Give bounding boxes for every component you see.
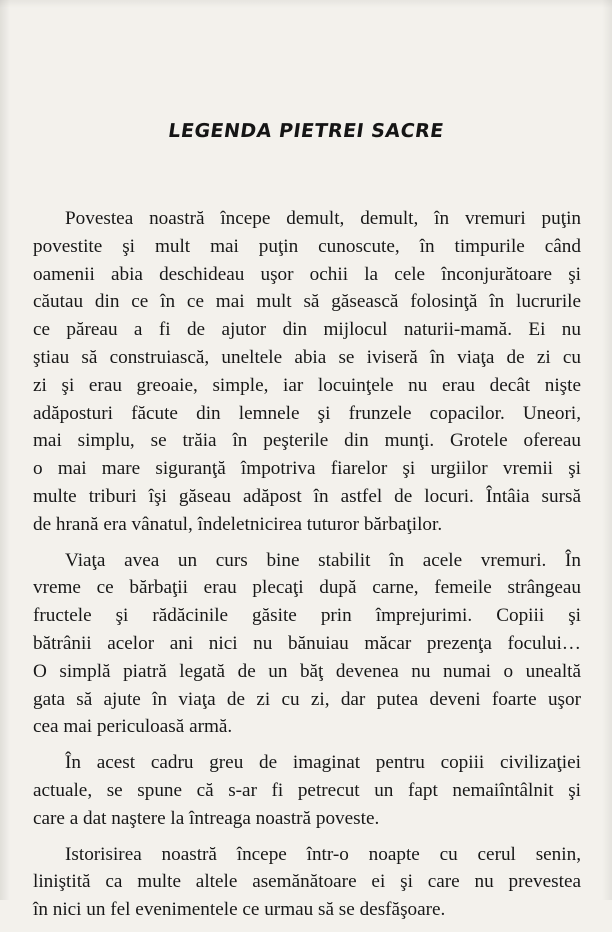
text-line: care a dat naştere la întreaga noastră poveste. (33, 807, 380, 829)
text-line: o mai mare siguranţă împotriva fiarelor şi urgiilor vremii şi (33, 458, 581, 480)
chapter-title: LEGENDA PIETREI SACRE (166, 120, 446, 142)
text-line: în nici un fel evenimentele ce urmau să se desfăşoare. (33, 899, 446, 921)
text-line: oamenii abia deschideau uşor ochii la cele înconjurătoare şi (33, 263, 581, 285)
text-line: multe triburi îşi găseau adăpost în astfel de locuri. Întâia sursă (33, 485, 581, 507)
text-line: adăposturi făcute din lemnele şi frunzele copacilor. Uneori, (33, 402, 581, 424)
text-line: zi şi erau greoaie, simple, iar locuinţele nu erau decât nişte (33, 374, 581, 396)
text-line: În acest cadru greu de imaginat pentru copiii civilizaţiei (65, 752, 581, 774)
paragraph (33, 749, 581, 832)
text-line: O simplă piatră legată de un băţ devenea nu numai o unealtă (33, 660, 581, 682)
text-line: Viaţa avea un curs bine stabilit în acele vremuri. În (65, 549, 581, 571)
text-line: ce păreau a fi de ajutor din mijlocul naturii-mamă. Ei nu (33, 319, 581, 341)
text-line: de hrană era vânatul, îndeletnicirea tuturor bărbaţilor. (33, 513, 443, 535)
text-line: bătrânii acelor ani nici nu bănuiau măcar prezenţa focului… (33, 632, 581, 654)
text-line: povestite şi mult mai puţin cunoscute, în timpurile când (33, 235, 581, 257)
text-line: ştiau să construiască, uneltele abia se iviseră în viaţa de zi cu (33, 346, 581, 368)
text-line: liniştită ca multe altele asemănătoare ei şi care nu prevestea (33, 871, 581, 893)
body-text (33, 205, 581, 932)
text-line: Povestea noastră începe demult, demult, în vremuri puţin (65, 208, 581, 229)
text-line: cea mai periculoasă armă. (33, 716, 233, 738)
text-line: vreme ce bărbaţii erau plecaţi după carne, femeile strângeau (33, 577, 581, 599)
paragraph (33, 205, 581, 539)
paragraph (33, 547, 581, 742)
text-line: mai simplu, se trăia în peşterile din munţi. Grotele ofereau (33, 430, 581, 452)
paragraph (33, 841, 581, 924)
text-line: Istorisirea noastră începe într-o noapte cu cerul senin, (65, 843, 581, 865)
text-line: gata să ajute în viaţa de zi cu zi, dar putea deveni foarte uşor (33, 688, 581, 710)
text-line: fructele şi rădăcinile găsite prin împrejurimi. Copiii şi (33, 605, 581, 627)
text-line: actuale, se spune că s-ar fi petrecut un fapt nemaiîntâlnit şi (33, 779, 581, 801)
text-line: căutau din ce în ce mai mult să găsească folosinţă în lucrurile (33, 291, 581, 313)
